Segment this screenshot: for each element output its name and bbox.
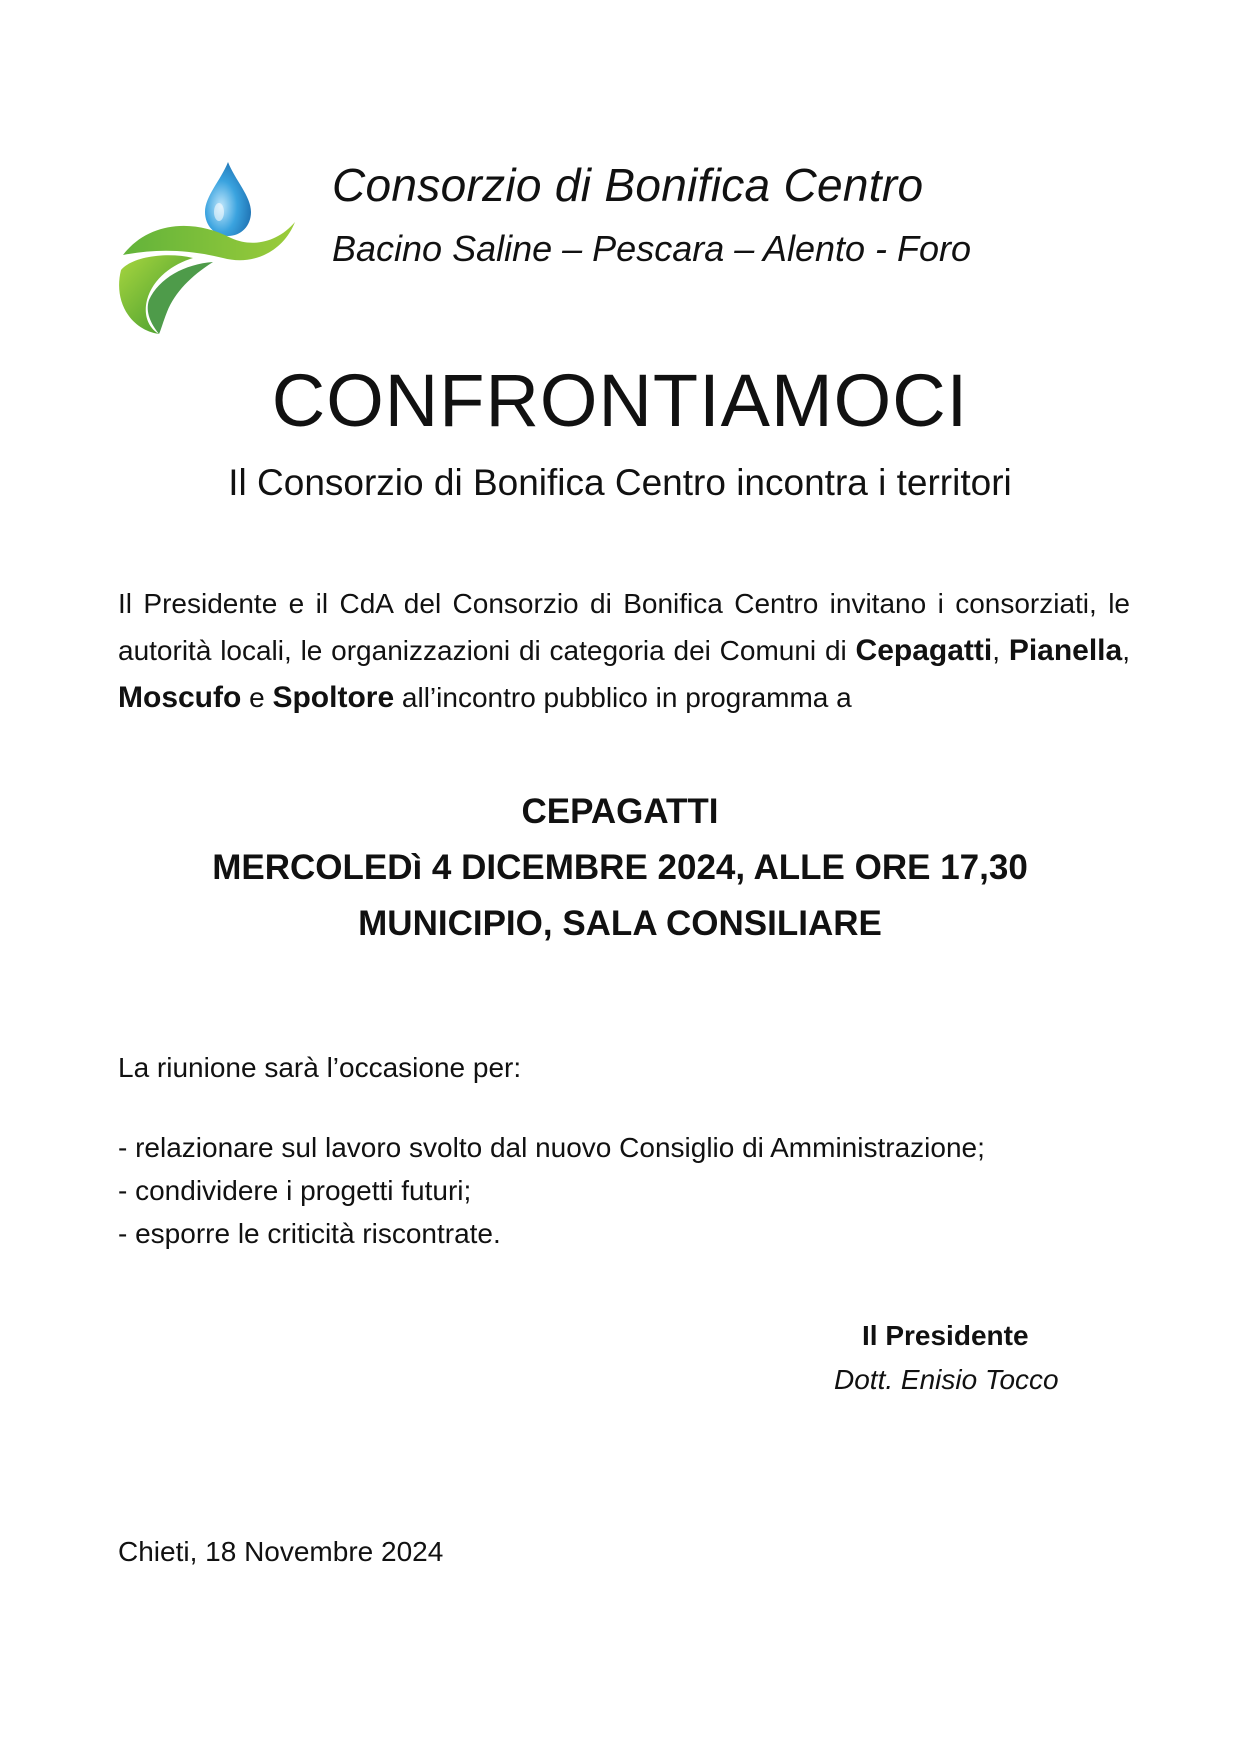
invitation-paragraph — [118, 580, 1130, 721]
invite-text-2: all’incontro pubblico in programma a — [394, 682, 852, 713]
agenda-item: - condividere i progetti futuri; — [118, 1175, 472, 1206]
org-name: Consorzio di Bonifica Centro — [332, 159, 924, 211]
leaf-upper-icon — [123, 222, 295, 260]
agenda-intro: La riunione sarà l’occasione per: — [118, 1052, 522, 1083]
event-details — [0, 784, 1240, 952]
consorzio-logo — [113, 160, 303, 335]
water-drop-icon — [205, 162, 251, 236]
headline: CONFRONTIAMOCI — [271, 359, 969, 442]
subheadline: Il Consorzio di Bonifica Centro incontra i territori — [228, 462, 1012, 503]
invite-sep-3: e — [241, 682, 273, 713]
town-pianella: Pianella — [1008, 634, 1123, 667]
town-spoltore: Spoltore — [272, 681, 395, 714]
event-place: CEPAGATTI — [521, 792, 719, 831]
town-moscufo: Moscufo — [118, 681, 242, 714]
place-date: Chieti, 18 Novembre 2024 — [118, 1536, 444, 1567]
agenda-item: - esporre le criticità riscontrate. — [118, 1218, 501, 1249]
org-subtitle: Bacino Saline – Pescara – Alento - Foro — [332, 228, 972, 269]
invite-text-1: Il Presidente e il CdA del Consorzio di Bonifica Centro invitano i consorziati, le autorità locali, le organizzazioni di categoria dei Comuni di — [118, 588, 1130, 666]
event-venue: MUNICIPIO, SALA CONSILIARE — [358, 904, 882, 943]
invite-sep-1: , — [992, 635, 1009, 666]
signature-name: Dott. Enisio Tocco — [834, 1364, 1059, 1395]
invite-sep-2: , — [1122, 635, 1130, 666]
signature-role: Il Presidente — [862, 1320, 1029, 1351]
agenda-item: - relazionare sul lavoro svolto dal nuovo Consiglio di Amministrazione; — [118, 1132, 985, 1163]
agenda-list — [118, 1126, 985, 1255]
event-datetime: MERCOLEDì 4 DICEMBRE 2024, ALLE ORE 17,30 — [212, 848, 1028, 887]
town-cepagatti: Cepagatti — [855, 634, 993, 667]
